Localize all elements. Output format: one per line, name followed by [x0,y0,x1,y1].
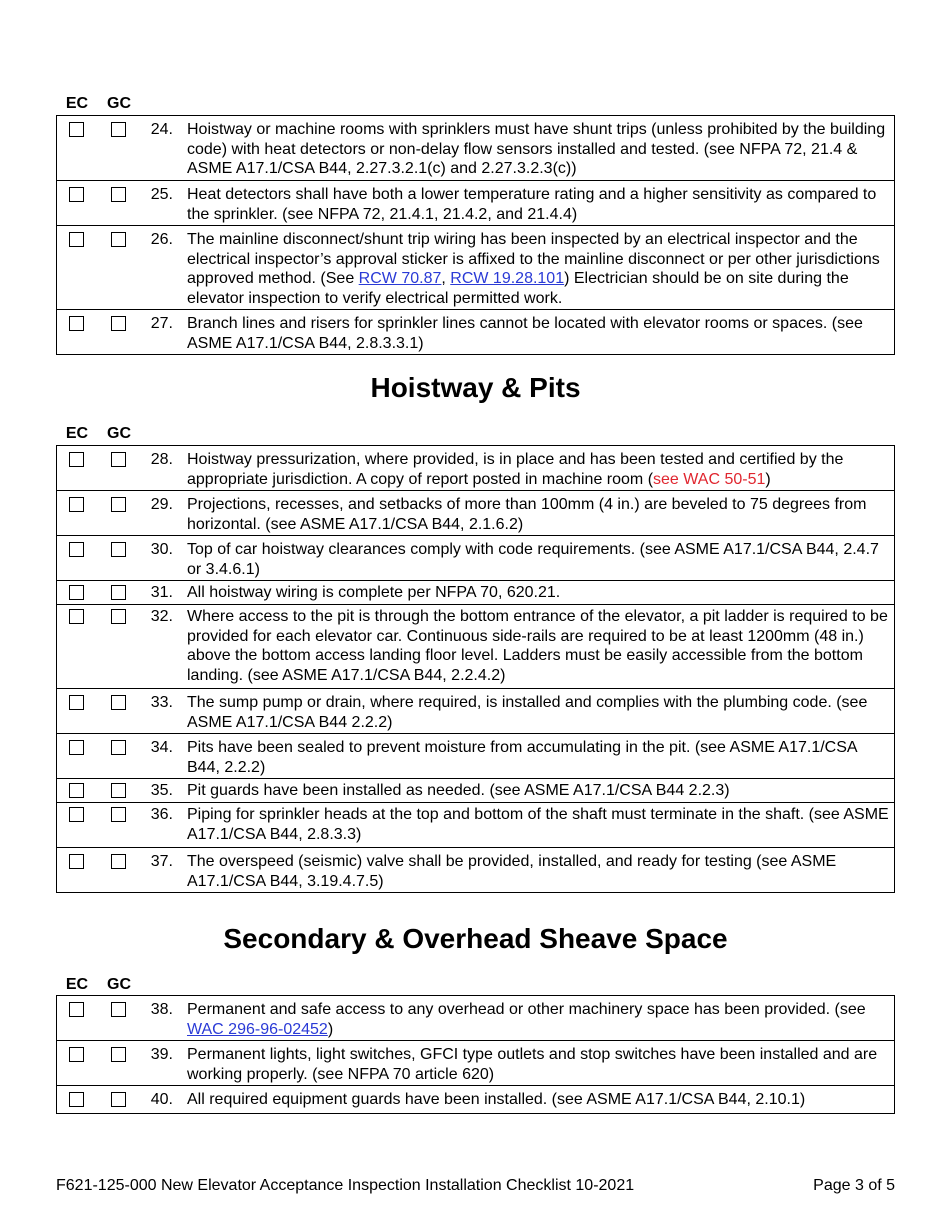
ec-checkbox[interactable] [69,1092,84,1107]
ec-header: EC [65,425,89,442]
gc-checkbox[interactable] [111,1092,126,1107]
table-row [57,116,895,181]
gc-checkbox[interactable] [111,122,126,137]
gc-checkbox[interactable] [111,740,126,755]
checklist-table-1 [56,115,895,355]
checklist-table-3 [56,995,895,1114]
gc-checkbox[interactable] [111,609,126,624]
gc-checkbox[interactable] [111,542,126,557]
item-text-part: Hoistway pressurization, where provided, is in place and has been tested and certified by the appropriate jurisdiction. A copy of report posted in machine room ( [187,451,844,488]
gc-header: GC [107,976,131,993]
item-text: Projections, recesses, and setbacks of more than 100mm (4 in.) are beveled to 75 degrees from horizontal. (see ASME A17.1/CSA B44, 2.1.6.2) [187,496,867,533]
table-row [57,491,895,536]
checklist-table-2 [56,445,895,893]
item-text-part: ) Electrician should be on site during the elevator inspection to verify electrical permitted work. [187,270,849,307]
table-row [57,446,895,491]
ec-checkbox[interactable] [69,783,84,798]
gc-checkbox[interactable] [111,316,126,331]
gc-checkbox[interactable] [111,854,126,869]
form-identifier: F621-125-000 New Elevator Acceptance Inspection Installation Checklist 10-2021 [56,1177,635,1194]
table-row [57,779,895,803]
gc-checkbox[interactable] [111,1002,126,1017]
table-row [57,226,895,310]
item-number: 34. [150,739,173,756]
column-header [56,424,140,444]
ec-header: EC [65,95,89,112]
item-text: Piping for sprinkler heads at the top and bottom of the shaft must terminate in the shaft. (see ASME A17.1/CSA B44, 2.8.3.3) [187,806,889,843]
gc-header: GC [107,95,131,112]
ec-checkbox[interactable] [69,497,84,512]
ec-checkbox[interactable] [69,1002,84,1017]
ec-checkbox[interactable] [69,122,84,137]
wac-50-51-reference: see WAC 50-51 [653,470,766,488]
table-row [57,181,895,226]
rcw-19-28-101-link[interactable]: RCW 19.28.101 [450,270,565,287]
item-number: 38. [150,1001,173,1018]
table-row [57,536,895,581]
ec-checkbox[interactable] [69,542,84,557]
table-row [57,1086,895,1114]
ec-checkbox[interactable] [69,232,84,247]
item-number: 35. [150,782,173,799]
item-text-part: Permanent and safe access to any overhead or other machinery space has been provided. (see [187,1001,866,1018]
gc-checkbox[interactable] [111,585,126,600]
table-row [57,734,895,779]
item-number: 33. [150,694,173,711]
ec-checkbox[interactable] [69,609,84,624]
item-text-part: ) [765,470,771,488]
item-number: 25. [150,186,173,203]
gc-header: GC [107,425,131,442]
rcw-70-87-link[interactable]: RCW 70.87 [358,270,442,287]
item-text: Branch lines and risers for sprinkler lines cannot be located with elevator rooms or spaces. (see ASME A17.1/CSA B44, 2.8.3.3.1) [187,315,863,352]
separator: , [441,270,451,287]
item-number: 28. [150,451,173,468]
table-row [57,848,895,893]
item-text: Top of car hoistway clearances comply with code requirements. (see ASME A17.1/CSA B44, 2.4.7 or 3.4.6.1) [187,541,879,578]
ec-header: EC [65,976,89,993]
item-number: 32. [150,608,173,625]
gc-checkbox[interactable] [111,232,126,247]
item-number: 39. [150,1046,173,1063]
item-text: Hoistway or machine rooms with sprinklers must have shunt trips (unless prohibited by the building code) with heat detectors or non-delay flow sensors installed and tested. (see NFPA 72, 21.4 & ASME A17.1/CSA B44, 2.27.3.2.1(c) and 2.27.3.2.3(c)) [187,121,886,177]
item-text-part: The mainline disconnect/shunt trip wiring has been inspected by an electrical inspector and the electrical inspector’s approval sticker is affixed to the mainline disconnect or per other jurisdictions approved method. (See [187,231,880,287]
gc-checkbox[interactable] [111,1047,126,1062]
ec-checkbox[interactable] [69,452,84,467]
ec-checkbox[interactable] [69,807,84,822]
item-text [185,996,895,1041]
gc-checkbox[interactable] [111,695,126,710]
item-number: 26. [150,231,173,248]
item-text: All hoistway wiring is complete per NFPA 70, 620.21. [187,584,561,601]
section-title-sheave-space: Secondary & Overhead Sheave Space [223,923,728,954]
ec-checkbox[interactable] [69,740,84,755]
table-row [57,605,895,689]
wac-296-96-02452-link[interactable]: WAC 296-96-02452 [187,1020,328,1038]
gc-checkbox[interactable] [111,452,126,467]
item-number: 29. [150,496,173,513]
section-title-hoistway: Hoistway & Pits [370,372,581,403]
gc-checkbox[interactable] [111,783,126,798]
gc-checkbox[interactable] [111,497,126,512]
ec-checkbox[interactable] [69,316,84,331]
item-number: 24. [150,121,173,138]
table-row [57,689,895,734]
item-text: The sump pump or drain, where required, is installed and complies with the plumbing code. (see ASME A17.1/CSA B44 2.2.2) [187,694,868,731]
item-text: Where access to the pit is through the bottom entrance of the elevator, a pit ladder is required to be provided for each elevator car. Continuous side-rails are required to be at least 1200mm (48 in.) above the bottom access landing floor level. Ladders must be easily accessible from the bottom landing. (see ASME A17.1/CSA B44, 2.2.4.2) [187,608,888,684]
item-text: The overspeed (seismic) valve shall be provided, installed, and ready for testing (see ASME A17.1/CSA B44, 3.19.4.7.5) [187,853,837,890]
item-text: Pits have been sealed to prevent moisture from accumulating in the pit. (see ASME A17.1/CSA B44, 2.2.2) [187,739,857,776]
table-row [57,1041,895,1086]
item-text-part: ) [327,1020,334,1038]
ec-checkbox[interactable] [69,695,84,710]
page-number: Page 3 of 5 [813,1177,895,1194]
item-number: 40. [150,1091,173,1108]
item-number: 36. [150,806,173,823]
item-text: Pit guards have been installed as needed. (see ASME A17.1/CSA B44 2.2.3) [187,782,730,799]
ec-checkbox[interactable] [69,187,84,202]
table-row [57,310,895,355]
item-text [185,446,895,491]
item-text: All required equipment guards have been installed. (see ASME A17.1/CSA B44, 2.10.1) [187,1091,806,1108]
page-footer [56,1177,895,1195]
gc-checkbox[interactable] [111,187,126,202]
gc-checkbox[interactable] [111,807,126,822]
item-number: 27. [150,315,173,332]
item-number: 37. [150,853,173,870]
table-row [57,803,895,848]
item-text: Permanent lights, light switches, GFCI type outlets and stop switches have been installed and are working properly. (see NFPA 70 article 620) [187,1046,878,1083]
column-header [56,975,140,995]
item-number: 31. [150,584,173,601]
item-text: Heat detectors shall have both a lower temperature rating and a higher sensitivity as compared to the sprinkler. (see NFPA 72, 21.4.1, 21.4.2, and 21.4.4) [187,186,877,223]
ec-checkbox[interactable] [69,1047,84,1062]
item-number: 30. [150,541,173,558]
table-row [57,996,895,1041]
ec-checkbox[interactable] [69,585,84,600]
item-text [185,226,895,310]
ec-checkbox[interactable] [69,854,84,869]
table-row [57,581,895,605]
column-header [56,94,140,114]
